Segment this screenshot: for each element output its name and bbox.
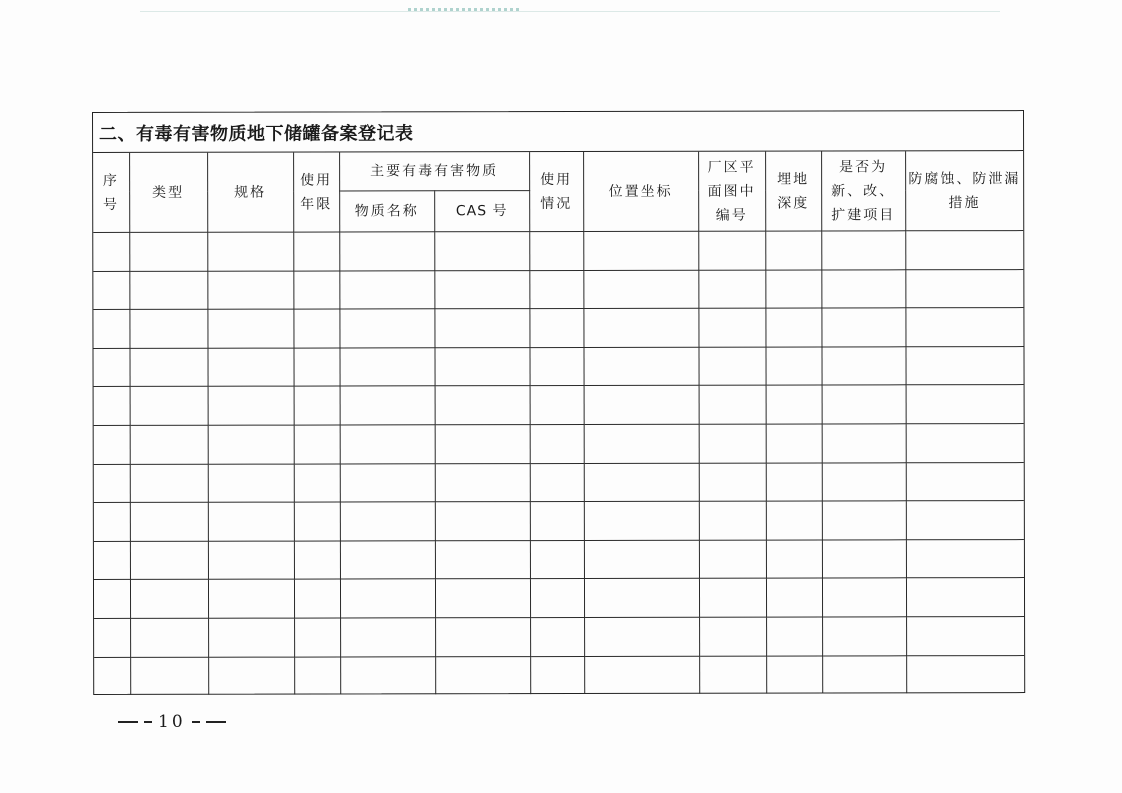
table-cell[interactable] [699,578,766,617]
table-row [94,501,1024,542]
table-cell[interactable] [207,348,293,387]
table-cell[interactable] [821,347,905,386]
table-cell[interactable] [339,270,434,309]
table-cell[interactable] [130,541,208,580]
table-cell[interactable] [906,655,1024,693]
page-footer [118,712,226,732]
table-cell[interactable] [208,502,294,541]
col-header-type: 类型 [129,153,207,233]
table-cell[interactable] [530,463,584,502]
col-header-plan-map-no-line: 编号 [715,207,748,224]
table-row [94,539,1024,580]
table-cell[interactable] [822,617,906,656]
col-header-new-expansion-line: 是否为 [839,158,888,175]
table-cell[interactable] [130,502,208,541]
table-cell[interactable] [905,269,1023,308]
table-cell[interactable] [584,656,699,694]
table-cell[interactable] [584,617,699,656]
table-cell[interactable] [294,618,340,657]
table-cell[interactable] [766,656,822,694]
table-cell[interactable] [584,540,699,579]
table-cell[interactable] [906,539,1024,578]
table-cell[interactable] [340,425,435,464]
table-cell[interactable] [130,387,208,426]
table-cell[interactable] [340,502,435,541]
table-cell[interactable] [766,463,822,502]
table-cell[interactable] [94,618,130,657]
table-cell[interactable] [207,271,293,310]
table-row [93,308,1023,349]
table-cell[interactable] [530,424,584,463]
table-row [94,385,1024,426]
col-header-new-expansion [821,151,905,231]
table-cell[interactable] [129,309,207,348]
col-header-buried-depth-line: 埋地 [777,170,810,188]
table-cell[interactable] [699,463,766,502]
table-cell[interactable] [340,656,435,694]
table-cell[interactable] [435,386,530,425]
table-cell[interactable] [583,270,698,309]
table-cell[interactable] [435,579,530,618]
col-header-seq-line: 号 [102,196,119,213]
table-cell[interactable] [93,271,129,310]
table-cell[interactable] [698,308,765,347]
col-header-cas-no: CAS 号 [434,191,529,232]
table-cell[interactable] [584,424,699,463]
table-cell[interactable] [822,540,906,579]
table-cell[interactable] [583,347,698,386]
table-cell[interactable] [435,502,530,541]
table-cell[interactable] [765,347,821,386]
table-cell[interactable] [293,232,339,271]
table-cell[interactable] [529,231,583,270]
col-header-location-coords: 位置坐标 [583,152,698,232]
table-row [94,616,1024,657]
table-cell[interactable] [765,308,821,347]
table-row [93,346,1023,387]
col-header-usage-status-line: 使用 [540,171,573,188]
table-cell[interactable] [94,464,130,503]
table-cell[interactable] [294,657,340,695]
table-cell[interactable] [529,347,583,386]
table-cell[interactable] [821,308,905,347]
table-cell[interactable] [129,271,207,310]
table-row [94,424,1024,465]
table-cell[interactable] [294,464,340,503]
table-body [93,231,1024,696]
table-cell[interactable] [530,540,584,579]
table-cell[interactable] [822,385,906,424]
table-cell[interactable] [208,464,294,503]
table-cell[interactable] [583,308,698,347]
table-cell[interactable] [339,348,434,387]
table-cell[interactable] [766,617,822,656]
table-cell[interactable] [699,540,766,579]
table-cell[interactable] [94,541,130,580]
table-cell[interactable] [130,618,208,657]
table-cell[interactable] [434,270,529,309]
table-cell[interactable] [530,579,584,618]
table-cell[interactable] [906,616,1024,655]
col-header-service-years [293,152,339,232]
table-row [93,269,1023,310]
table-cell[interactable] [207,232,293,271]
table-cell[interactable] [130,425,208,464]
table-cell[interactable] [93,232,129,271]
table-cell[interactable] [208,541,294,580]
col-header-usage-status [529,152,583,232]
col-header-anti-corrosion-line: 措施 [948,194,981,211]
table-cell[interactable] [530,617,584,656]
col-header-new-expansion-line: 新、改、 [831,182,896,199]
footer-dash [192,721,200,723]
table-cell[interactable] [294,502,340,541]
table-cell[interactable] [93,310,129,349]
col-header-service-years-line: 使用 [300,171,333,189]
footer-dash [144,721,152,723]
table-row [93,231,1023,272]
table-cell[interactable] [584,463,699,502]
table-cell[interactable] [530,386,584,425]
table-cell[interactable] [434,347,529,386]
table-cell[interactable] [94,580,130,619]
col-header-anti-corrosion [905,151,1023,231]
table-cell[interactable] [822,578,906,617]
col-header-new-expansion-line: 扩建项目 [831,206,896,223]
table-cell[interactable] [94,425,130,464]
col-header-plan-map-no [698,152,765,232]
table-cell[interactable] [293,309,339,348]
table-cell[interactable] [93,348,129,387]
table-cell[interactable] [94,657,130,695]
table-cell[interactable] [434,309,529,348]
table-cell[interactable] [699,424,766,463]
storage-tank-table [93,151,1024,695]
table-cell[interactable] [905,346,1023,385]
table-cell[interactable] [765,270,821,309]
scan-artifact-mark [408,8,520,11]
table-row [94,578,1024,619]
table-cell[interactable] [699,656,766,694]
table-cell[interactable] [699,501,766,540]
registration-form [92,110,1025,695]
table-cell[interactable] [129,232,207,271]
table-cell[interactable] [293,271,339,310]
table-cell[interactable] [698,347,765,386]
col-header-plan-map-no-line: 厂区平 [707,159,756,176]
table-cell[interactable] [340,386,435,425]
table-cell[interactable] [822,424,906,463]
table-cell[interactable] [822,655,906,693]
page-number: 10 [158,712,186,732]
table-cell[interactable] [129,348,207,387]
table-cell[interactable] [294,579,340,618]
table-cell[interactable] [766,540,822,579]
table-cell[interactable] [584,386,699,425]
col-header-substance-name: 物质名称 [339,191,434,232]
table-cell[interactable] [435,656,530,694]
col-header-main-substance: 主要有毒有害物质 [339,152,529,191]
table-cell[interactable] [294,541,340,580]
table-cell[interactable] [530,502,584,541]
table-cell[interactable] [208,657,294,695]
table-cell[interactable] [435,425,530,464]
footer-dash [118,721,138,723]
table-cell[interactable] [207,309,293,348]
table-cell[interactable] [434,232,529,271]
table-cell[interactable] [699,385,766,424]
table-row [94,462,1024,503]
table-cell[interactable] [906,501,1024,540]
table-cell[interactable] [529,309,583,348]
table-cell[interactable] [339,309,434,348]
table-cell[interactable] [94,387,130,426]
table-cell[interactable] [130,464,208,503]
table-cell[interactable] [584,579,699,618]
table-cell[interactable] [906,462,1024,501]
table-cell[interactable] [765,231,821,270]
table-cell[interactable] [822,501,906,540]
table-header-row [93,151,1023,191]
table-cell[interactable] [906,578,1024,617]
col-header-seq-line: 序 [102,172,119,189]
table-cell[interactable] [699,617,766,656]
table-cell[interactable] [435,618,530,657]
col-header-seq [93,153,129,233]
table-cell[interactable] [340,618,435,657]
table-cell[interactable] [821,231,905,270]
col-header-anti-corrosion-line: 防腐蚀、防泄漏 [908,170,1021,187]
table-cell[interactable] [208,618,294,657]
table-cell[interactable] [294,425,340,464]
table-cell[interactable] [530,656,584,694]
scan-artifact-line [140,11,1000,12]
table-cell[interactable] [905,308,1023,347]
table-cell[interactable] [340,541,435,580]
table-cell[interactable] [340,579,435,618]
table-cell[interactable] [340,463,435,502]
col-header-spec: 规格 [207,153,293,233]
table-cell[interactable] [130,657,208,695]
table-cell[interactable] [906,424,1024,463]
table-cell[interactable] [208,425,294,464]
table-cell[interactable] [208,579,294,618]
table-cell[interactable] [698,270,765,309]
table-cell[interactable] [130,580,208,619]
table-cell[interactable] [766,501,822,540]
table-cell[interactable] [529,270,583,309]
table-cell[interactable] [435,463,530,502]
table-cell[interactable] [766,424,822,463]
table-cell[interactable] [766,578,822,617]
table-cell[interactable] [94,503,130,542]
table-cell[interactable] [435,540,530,579]
table-row [94,655,1024,695]
col-header-buried-depth [765,151,821,231]
col-header-buried-depth-line: 深度 [777,194,810,212]
table-cell[interactable] [294,386,340,425]
table-cell[interactable] [698,231,765,270]
col-header-usage-status-line: 情况 [540,195,573,212]
table-cell[interactable] [339,232,434,271]
table-cell[interactable] [208,386,294,425]
table-cell[interactable] [584,501,699,540]
col-header-plan-map-no-line: 面图中 [707,183,756,200]
col-header-service-years-line: 年限 [300,195,333,213]
table-cell[interactable] [766,385,822,424]
table-cell[interactable] [821,269,905,308]
footer-dash [206,721,226,723]
table-cell[interactable] [293,348,339,387]
table-cell[interactable] [822,462,906,501]
table-cell[interactable] [906,385,1024,424]
table-cell[interactable] [583,231,698,270]
form-title: 二、有毒有害物质地下储罐备案登记表 [93,111,1023,153]
table-cell[interactable] [905,231,1023,270]
